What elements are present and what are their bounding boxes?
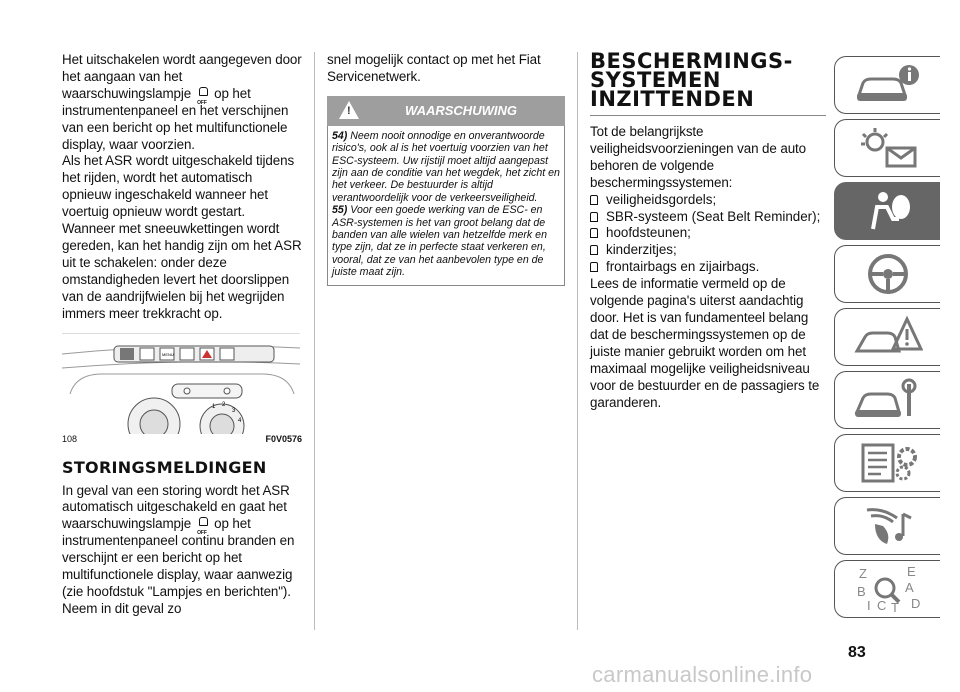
list-item: veiligheidsgordels; <box>590 192 828 209</box>
column-1 <box>62 52 302 618</box>
page-number: 83 <box>848 644 866 661</box>
paragraph: Wanneer met sneeuwkettingen wordt gereden, kan het handig zijn om het ASR uit te schakelen: onder deze omstandigheden levert het doorslippen van de aandrijfwielen bij het wegrijden immers meer trekkracht op. <box>62 221 302 321</box>
tab-multimedia[interactable] <box>834 497 940 555</box>
title-rule <box>590 115 826 116</box>
chapter-tabs <box>834 56 940 623</box>
seat-bullet-icon <box>590 245 598 255</box>
seat-bullet-icon <box>590 195 598 205</box>
index-icon <box>853 564 923 614</box>
tab-technical-data[interactable] <box>834 434 940 492</box>
svg-text:D: D <box>910 596 920 611</box>
paragraph: Het uitschakelen wordt aangegeven door het aangaan van het waarschuwingslampjeOFF op het instrumentenpaneel en het verschijnen van een bericht op het multifunctionele display, waar voorzien. <box>62 52 302 153</box>
column-separator <box>577 52 578 630</box>
column-separator <box>314 52 315 630</box>
warning-title: WAARSCHUWING <box>405 102 517 118</box>
figure-code: F0V0576 <box>265 433 302 444</box>
warning-item: 54) Neem nooit onnodige en onverantwoorde risico's, ook al is het voertuig voorzien van het ESC-systeem. Uw rijstijl moet altijd aangepast zijn aan de conditie van het wegdek, het zicht en het verkeer. De bestuurder is altijd verantwoordelijk voor de verkeersveiligheid. <box>332 129 560 204</box>
tab-starting-driving[interactable] <box>834 245 940 303</box>
chapter-title: BESCHERMINGS- SYSTEMEN INZITTENDEN <box>590 49 793 111</box>
paragraph: Tot de belangrijkste veiligheidsvoorzieningen van de auto behoren de volgende beschermingssystemen: <box>590 124 807 190</box>
menu-label: MENU <box>162 351 174 357</box>
list-item: frontairbags en zijairbags. <box>590 259 828 276</box>
watermark: carmanualsonline.info <box>592 662 813 687</box>
tab-index[interactable] <box>834 560 940 618</box>
tab-car-info[interactable] <box>834 56 940 114</box>
tab-emergency[interactable] <box>834 308 940 366</box>
seat-bullet-icon <box>590 228 598 238</box>
paragraph: Lees de informatie vermeld op de volgende pagina's uiterst aandachtig door. Het is van fundamenteel belang dat de beschermingssystemen op de juiste manier gebruikt worden om het maximaal mogelijke veiligheidsniveau voor de bestuurder en de passagiers te garanderen. <box>590 276 820 410</box>
figure-caption <box>62 434 302 448</box>
asr-off-warning-icon <box>197 517 208 531</box>
tab-safety[interactable] <box>834 182 940 240</box>
section-title: STORINGSMELDINGEN <box>62 457 267 477</box>
svg-text:C: C <box>876 598 886 613</box>
paragraph: Als het ASR wordt uitgeschakeld tijdens het rijden, wordt het automatisch opnieuw ingeschakeld wanneer het voertuig opnieuw wordt gestart. <box>62 153 295 220</box>
column-3 <box>590 49 828 411</box>
seat-bullet-icon <box>590 262 598 272</box>
multimedia-icon <box>853 504 923 548</box>
warning-box <box>327 126 565 286</box>
safety-airbag-icon <box>853 189 923 233</box>
list-item: hoofdsteunen; <box>590 225 828 242</box>
asr-off-warning-icon <box>197 87 208 101</box>
tab-maintenance[interactable] <box>834 371 940 429</box>
dial-number: 4 <box>238 417 242 424</box>
maintenance-icon <box>853 378 923 422</box>
svg-text:T: T <box>890 600 899 614</box>
paragraph: In geval van een storing wordt het ASR automatisch uitgeschakeld en gaat het waarschuwingslampjeOFF op het instrumentenpaneel continu branden en verschijnt er een bericht op het multifunctionele display, waar aanwezig (zie hoofdstuk "Lampjes en berichten"). Neem in dit geval zo <box>62 483 302 618</box>
warning-header <box>327 96 565 126</box>
dial-number: 1 <box>212 403 216 410</box>
seat-bullet-icon <box>590 212 598 222</box>
tab-dashboard-lights[interactable] <box>834 119 940 177</box>
warning-road-icon <box>853 315 923 359</box>
svg-text:A: A <box>904 580 914 595</box>
paragraph: snel mogelijk contact op met het Fiat Servicenetwerk. <box>327 52 541 84</box>
protection-list <box>590 192 828 277</box>
steering-wheel-icon <box>853 252 923 296</box>
list-item: kinderzitjes; <box>590 242 828 259</box>
svg-text:E: E <box>906 564 916 579</box>
svg-text:B: B <box>856 584 866 599</box>
list-item: SBR-systeem (Seat Belt Reminder); <box>590 209 828 226</box>
warning-item: 55) Voor een goede werking van de ESC- en ASR-systemen is het van groot belang dat de banden van alle wielen van hetzelfde merk en type zijn, dat ze in perfecte staat verkeren en, vooral, dat ze van het aanbevolen type en de juiste maat zijn. <box>332 204 547 279</box>
technical-data-icon <box>853 441 923 485</box>
dashboard-lights-icon <box>853 126 923 170</box>
column-2 <box>327 52 565 286</box>
car-info-icon <box>853 63 923 107</box>
dial-number: 2 <box>222 401 226 408</box>
dashboard-figure <box>62 333 300 434</box>
svg-text:Z: Z <box>858 566 867 581</box>
dial-number: 3 <box>232 407 236 414</box>
figure-number: 108 <box>62 433 78 444</box>
svg-text:I: I <box>866 598 871 613</box>
